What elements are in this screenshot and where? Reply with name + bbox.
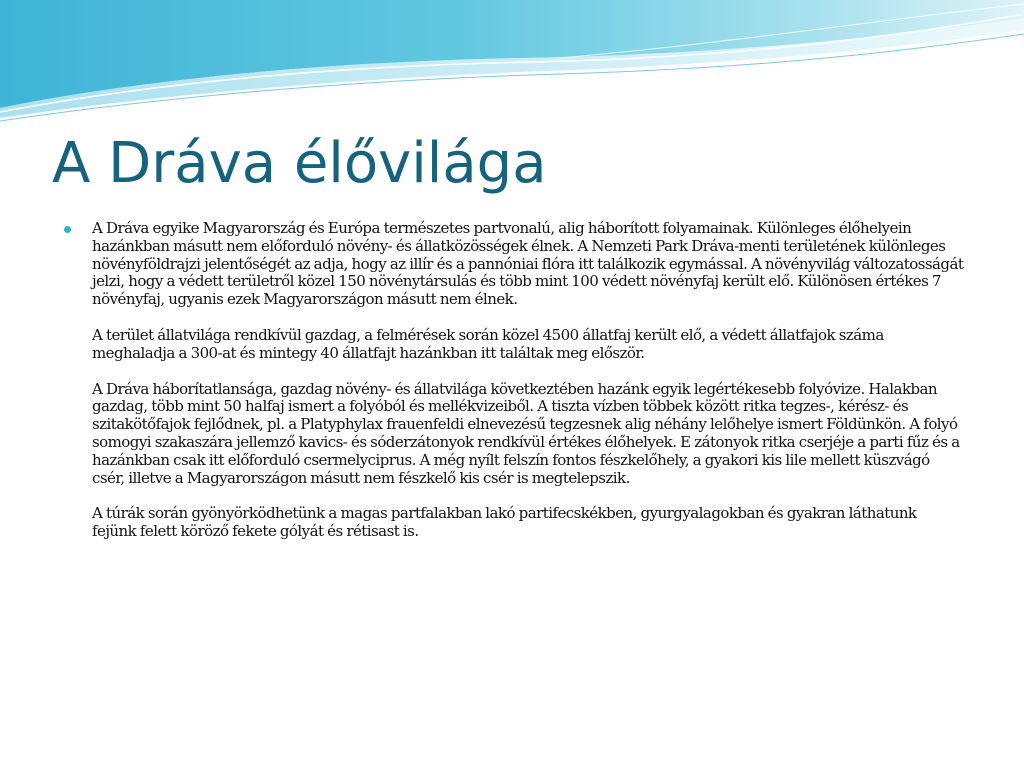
wave-header-decoration (0, 0, 1024, 125)
paragraph-river-value: A Dráva háborítatlansága, gazdag növény- és állatvilága következtében hazánk egyik legértékesebb folyóvize. Halakban gazdag, több mint 50 halfaj ismert a folyóból és mellékvizeiből. A tiszta vízben többek között ritka tegzes-, kérész- és szitakötőfajok fejlődnek, pl. a Platyphylax frauenfeldi elnevezésű tegzesnek alig néhány lelőhelye ismert Földünkön. A folyó somogyi szakaszára jellemző kavics- és sóderzátonyok rendkívül értékes élőhelyek. E zátonyok ritka cserjéje a parti fűz és a hazánkban csak itt előforduló csermelyciprus. A még nyílt felszín fontos fészkelőhely, a gyakori kis lile mellett küszvágó csér, illetve a Magyarországon másutt nem fészkelő kis csér is megtelepszik. (92, 379, 960, 487)
paragraph-fauna: A terület állatvilága rendkívül gazdag, a felmérések során közel 4500 állatfaj került elő, a védett állatfajok száma meghaladja a 300-at és mintegy 40 állatfajt hazánkban itt találtak meg először. (92, 325, 884, 362)
bullet-icon (64, 226, 71, 233)
content-area (64, 220, 964, 559)
bullet-item (64, 220, 964, 541)
paragraph-tours: A túrák során gyönyörködhetünk a magas partfalakban lakó partifecskékben, gyurgyalagokban és gyakran láthatunk fejünk felett köröző fekete gólyát és rétisast is. (92, 504, 917, 541)
slide-title: A Dráva élővilága (52, 131, 547, 196)
paragraph-flora: A Dráva egyike Magyarország és Európa természetes partvonalú, alig háborított folyamainak. Különleges élőhelyein hazánkban másutt nem előforduló növény- és állatközösségek élnek. A Nemzeti Park Dráva-menti területének különleges növényföldrajzi jelentőségét az adja, hogy az illír és a pannóniai flóra itt találkozik egymással. A növényvilág változatosságát jelzi, hogy a védett területről közel 150 növénytársulás és több mint 100 védett növényfaj került elő. Különösen értékes 7 növényfaj, ugyanis ezek Magyarországon másutt nem élnek. (92, 219, 964, 309)
